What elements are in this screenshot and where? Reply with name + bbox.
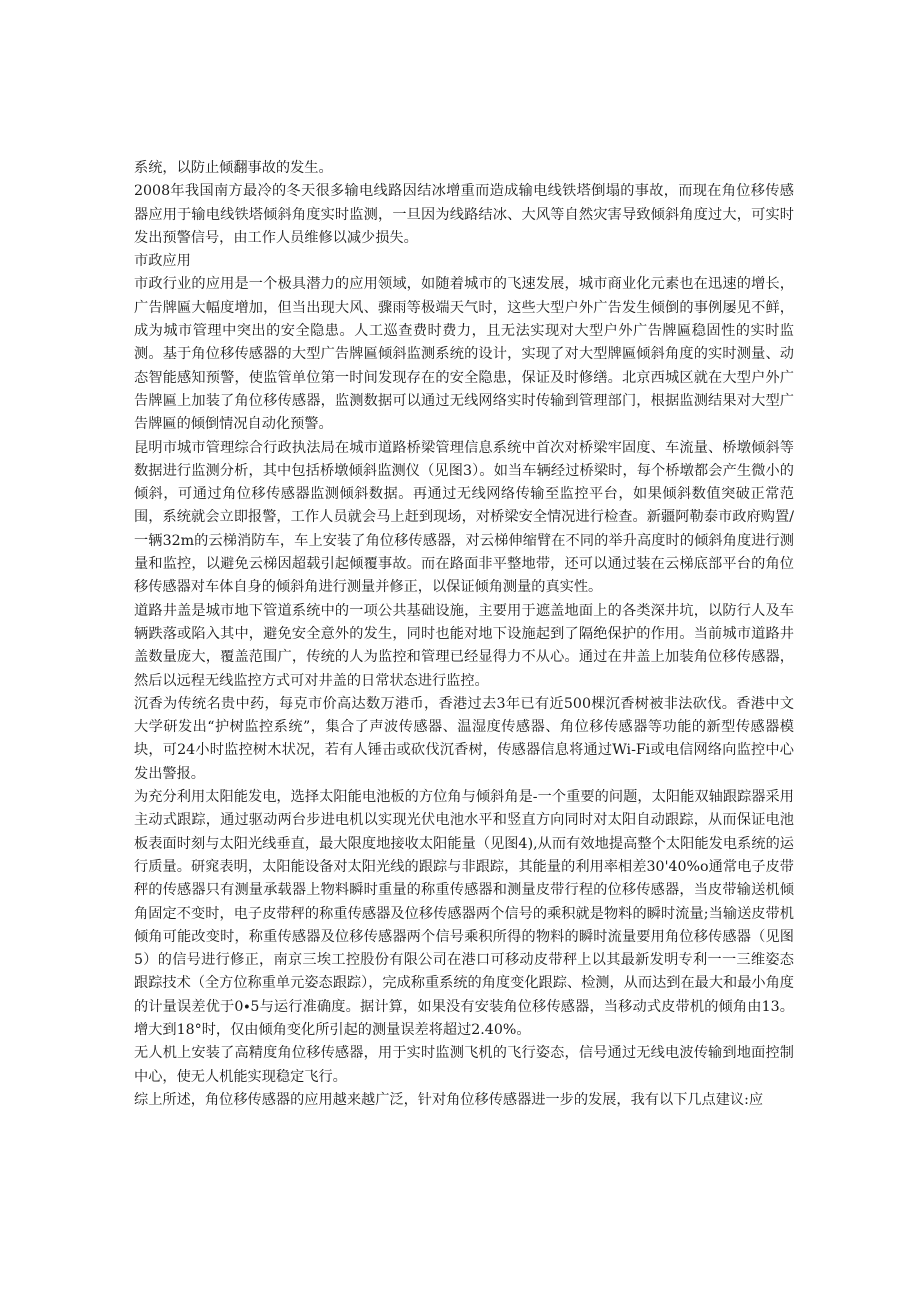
document-body [134, 157, 794, 1112]
paragraph-power-tower: 2008年我国南方最冷的冬天很多输电线路因结冰增重而造成输电线铁塔倒塌的事故，而现在角位移传感器应用于输电线铁塔倾斜角度实时监测，一旦因为线路结冰、大风等自然灾害导致倾斜角度过大，可实时发出预警信号，由工作人员维修以减少损失。 [134, 183, 794, 246]
paragraph-bridge-firetruck: 昆明市城市管理综合行政执法局在城市道路桥梁管理信息系统中首次对桥梁牢固度、车流量、桥墩倾斜等数据进行监测分析，其中包括桥墩倾斜监测仪（见图3）。如当车辆经过桥梁时，每个桥墩都会产生微小的倾斜，可通过角位移传感器监测倾斜数据。再通过无线网络传输至监控平台，如果倾斜数值突破正常范围，系统就会立即报警，工作人员就会马上赶到现场，对桥梁安全情况进行检查。新疆阿勒泰市政府购置/一辆32m的云梯消防车，车上安装了角位移传感器，对云梯伸缩臂在不同的举升高度时的倾斜角度进行测量和监控，以避免云梯因超载引起倾覆事故。而在路面非平整地带，还可以通过装在云梯底部平台的角位移传感器对车体自身的倾斜角进行测量并修正，以保证倾角测量的真实性。 [134, 439, 794, 596]
paragraph-drone: 无人机上安装了高精度角位移传感器，用于实时监测飞机的飞行姿态，信号通过无线电波传输到地面控制中心，使无人机能实现稳定飞行。 [134, 1045, 794, 1085]
paragraph-summary: 综上所述，角位移传感器的应用越来越广泛，针对角位移传感器进一步的发展，我有以下几点建议:应 [134, 1091, 764, 1108]
section-heading-municipal: 市政应用 [134, 253, 191, 270]
paragraph-agarwood: 沉香为传统名贵中药，每克市价高达数万港币，香港过去3年已有近500棵沉香树被非法砍伐。香港中文大学研发出“护树监控系统”，集合了声波传感器、温湿度传感器、角位移传感器等功能的新型传感器模块，可24小时监控树木状况，若有人锤击或砍伐沉香树，传感器信息将通过Wi-Fi或电信网络向监控中心发出警报。 [134, 695, 794, 782]
paragraph-billboard: 市政行业的应用是一个极具潜力的应用领域，如随着城市的飞速发展，城市商业化元素也在迅速的增长，广告牌匾大幅度增加，但当出现大风、骤雨等极端天气时，这些大型户外广告发生倾倒的事例屡见不鲜，成为城市管理中突出的安全隐患。人工巡查费时费力，且无法实现对大型户外广告牌匾稳固性的实时监测。基于角位移传感器的大型广告牌匾倾斜监测系统的设计，实现了对大型牌匾倾斜角度的实时测量、动态智能感知预警，使监管单位第一时间发现存在的安全隐患，保证及时修缮。北京西城区就在大型户外广告牌匾上加装了角位移传感器，监测数据可以通过无线网络实时传输到管理部门，根据监测结果对大型广告牌匾的倾倒情况自动化预警。 [134, 276, 794, 433]
paragraph-tipping-prevention: 系统，以防止倾翻事故的发生。 [134, 160, 333, 176]
paragraph-solar-belt-scale: 为充分利用太阳能发电，选择太阳能电池板的方位角与倾斜角是-一个重要的问题，太阳能双轴跟踪器采用主动式跟踪，通过驱动两台步进电机以实现光伏电池水平和竖直方向同时对太阳自动跟踪，从而保证电池板表面时刻与太阳光线垂直，最大限度地接收太阳能量（见图4),从而有效地提高整个太阳能发电系统的运行质量。研窕表明，太阳能设备对太阳光线的跟踪与非跟踪，其能量的利用率相差30'40%o通常电子皮带秤的传感器只有测量承载器上物料瞬时重量的称重传感器和测量皮带行程的位移传感器，当皮带输送机倾角固定不变时，电子皮带秤的称重传感器及位移传感器两个信号的乘积就是物料的瞬时流量;当输送皮带机倾角可能改变时，称重传感器及位移传感器两个信号乘积所得的物料的瞬时流量要用角位移传感器（见图5）的信号进行修正，南京三埃工控股份有限公司在港口可移动皮带秤上以其最新发明专利一一三维姿态跟踪技术（全方位称重单元姿态跟踪），完成称重系统的角度变化跟踪、检测，从而达到在最大和最小角度的计量误差优于0∙5与运行准确度。据计算，如果没有安装角位移传感器，当移动式皮带机的倾角由13。增大到18°时，仅由倾角变化所引起的测量误差将超过2.40%。 [134, 789, 794, 1038]
paragraph-manhole: 道路井盖是城市地下管道系统中的一项公共基础设施，主要用于遮盖地面上的各类深井坑，以防行人及车辆跌落或陷入其中，避免安全意外的发生，同时也能对地下设施起到了隔绝保护的作用。当前城市道路井盖数量庞大，覆盖范围广，传统的人为监控和管理已经显得力不从心。通过在井盖上加装角位移传感器，然后以远程无线监控方式可对井盖的日常状态进行监控。 [134, 602, 794, 689]
